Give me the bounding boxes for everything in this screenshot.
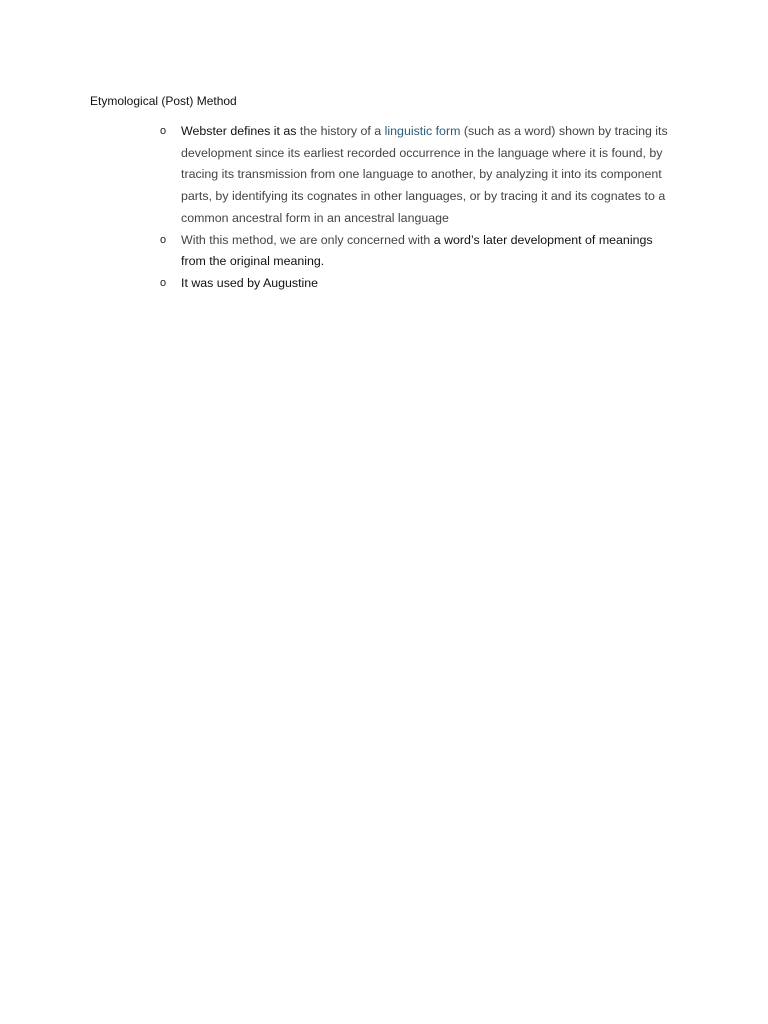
bullet-marker-icon: o: [160, 276, 167, 289]
bullet-item-method-concern: [160, 230, 680, 273]
bullet-text: (such as a word) shown by tracing its development since its earliest recorded occurrence in the language where it is found, by tracing its transmission from one language to another, by analyzing it into its component parts, by identifying its cognates in other languages, or by tracing it and its cognates to a common ancestral form in an ancestral language: [181, 124, 668, 225]
bullet-marker-icon: o: [160, 125, 167, 137]
bullet-text: the history of a: [296, 124, 385, 138]
bullet-list: [160, 121, 680, 295]
bullet-marker-icon: o: [160, 233, 167, 246]
bullet-item-webster-definition: [160, 121, 680, 230]
bullet-text-lead: Webster defines it as: [181, 124, 297, 138]
bullet-text: With this method, we are only concerned with: [181, 232, 434, 247]
linguistic-form-link[interactable]: linguistic form: [384, 124, 461, 138]
section-heading: Etymological (Post) Method: [90, 94, 237, 108]
bullet-text-emphasis: a word’s later development of meanings from the original meaning.: [181, 232, 653, 269]
bullet-text: It was used by Augustine: [181, 275, 319, 290]
bullet-item-augustine: [160, 273, 680, 295]
